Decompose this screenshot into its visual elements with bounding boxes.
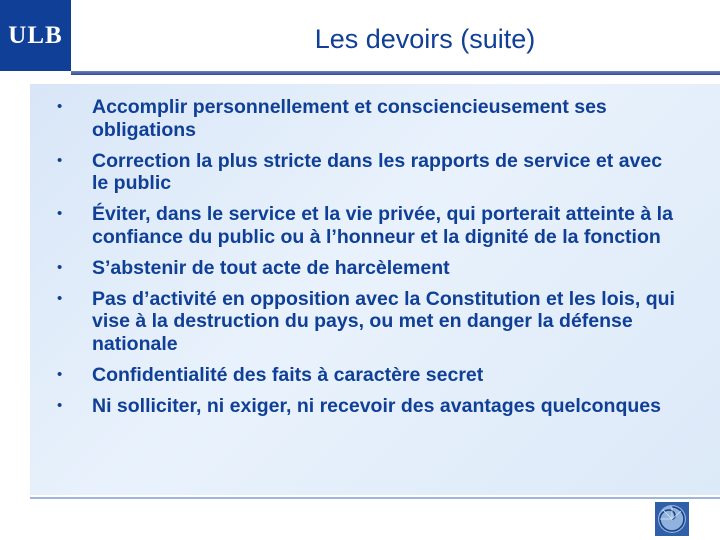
bullet-text: Confidentialité des faits à caractère secret [92,363,484,386]
title-divider [71,71,720,75]
bullet-icon: • [57,151,63,169]
slide-title: Les devoirs (suite) [314,24,536,54]
logo-text: ULB [8,21,63,49]
ulb-logo [0,0,71,71]
bullet-text: S’abstenir de tout acte de harcèlement [92,256,450,279]
bullet-text: Éviter, dans le service et la vie privée, qui porterait atteinte à la confiance du public ou à l’honneur et la dignité de la fonction [92,203,673,248]
bullet-icon: • [57,289,63,307]
bullet-item [52,150,682,195]
bullet-item [52,364,682,387]
bullet-icon: • [57,205,63,222]
bullet-item [52,257,682,280]
bullet-icon: • [57,98,63,115]
bullet-item [52,395,682,418]
bullet-icon: • [57,258,63,276]
bullet-text: Ni solliciter, ni exiger, ni recevoir des avantages quelconques [92,394,661,417]
bullet-item [52,96,682,141]
bullet-text: Pas d’activité en opposition avec la Constitution et les lois, qui vise à la destruction du pays, ou met en danger la défense nationale [92,287,675,355]
footer-divider [30,497,720,499]
bullet-icon: • [57,365,63,383]
bullet-list [52,96,682,426]
bullet-item [52,203,682,248]
bullet-text: Correction la plus stricte dans les rapports de service et avec le public [92,149,663,194]
bullet-item [52,288,682,356]
bullet-text: Accomplir personnellement et consciencieusement ses obligations [92,96,607,141]
bullet-icon: • [57,396,63,414]
nautilus-shell-icon [655,502,689,536]
